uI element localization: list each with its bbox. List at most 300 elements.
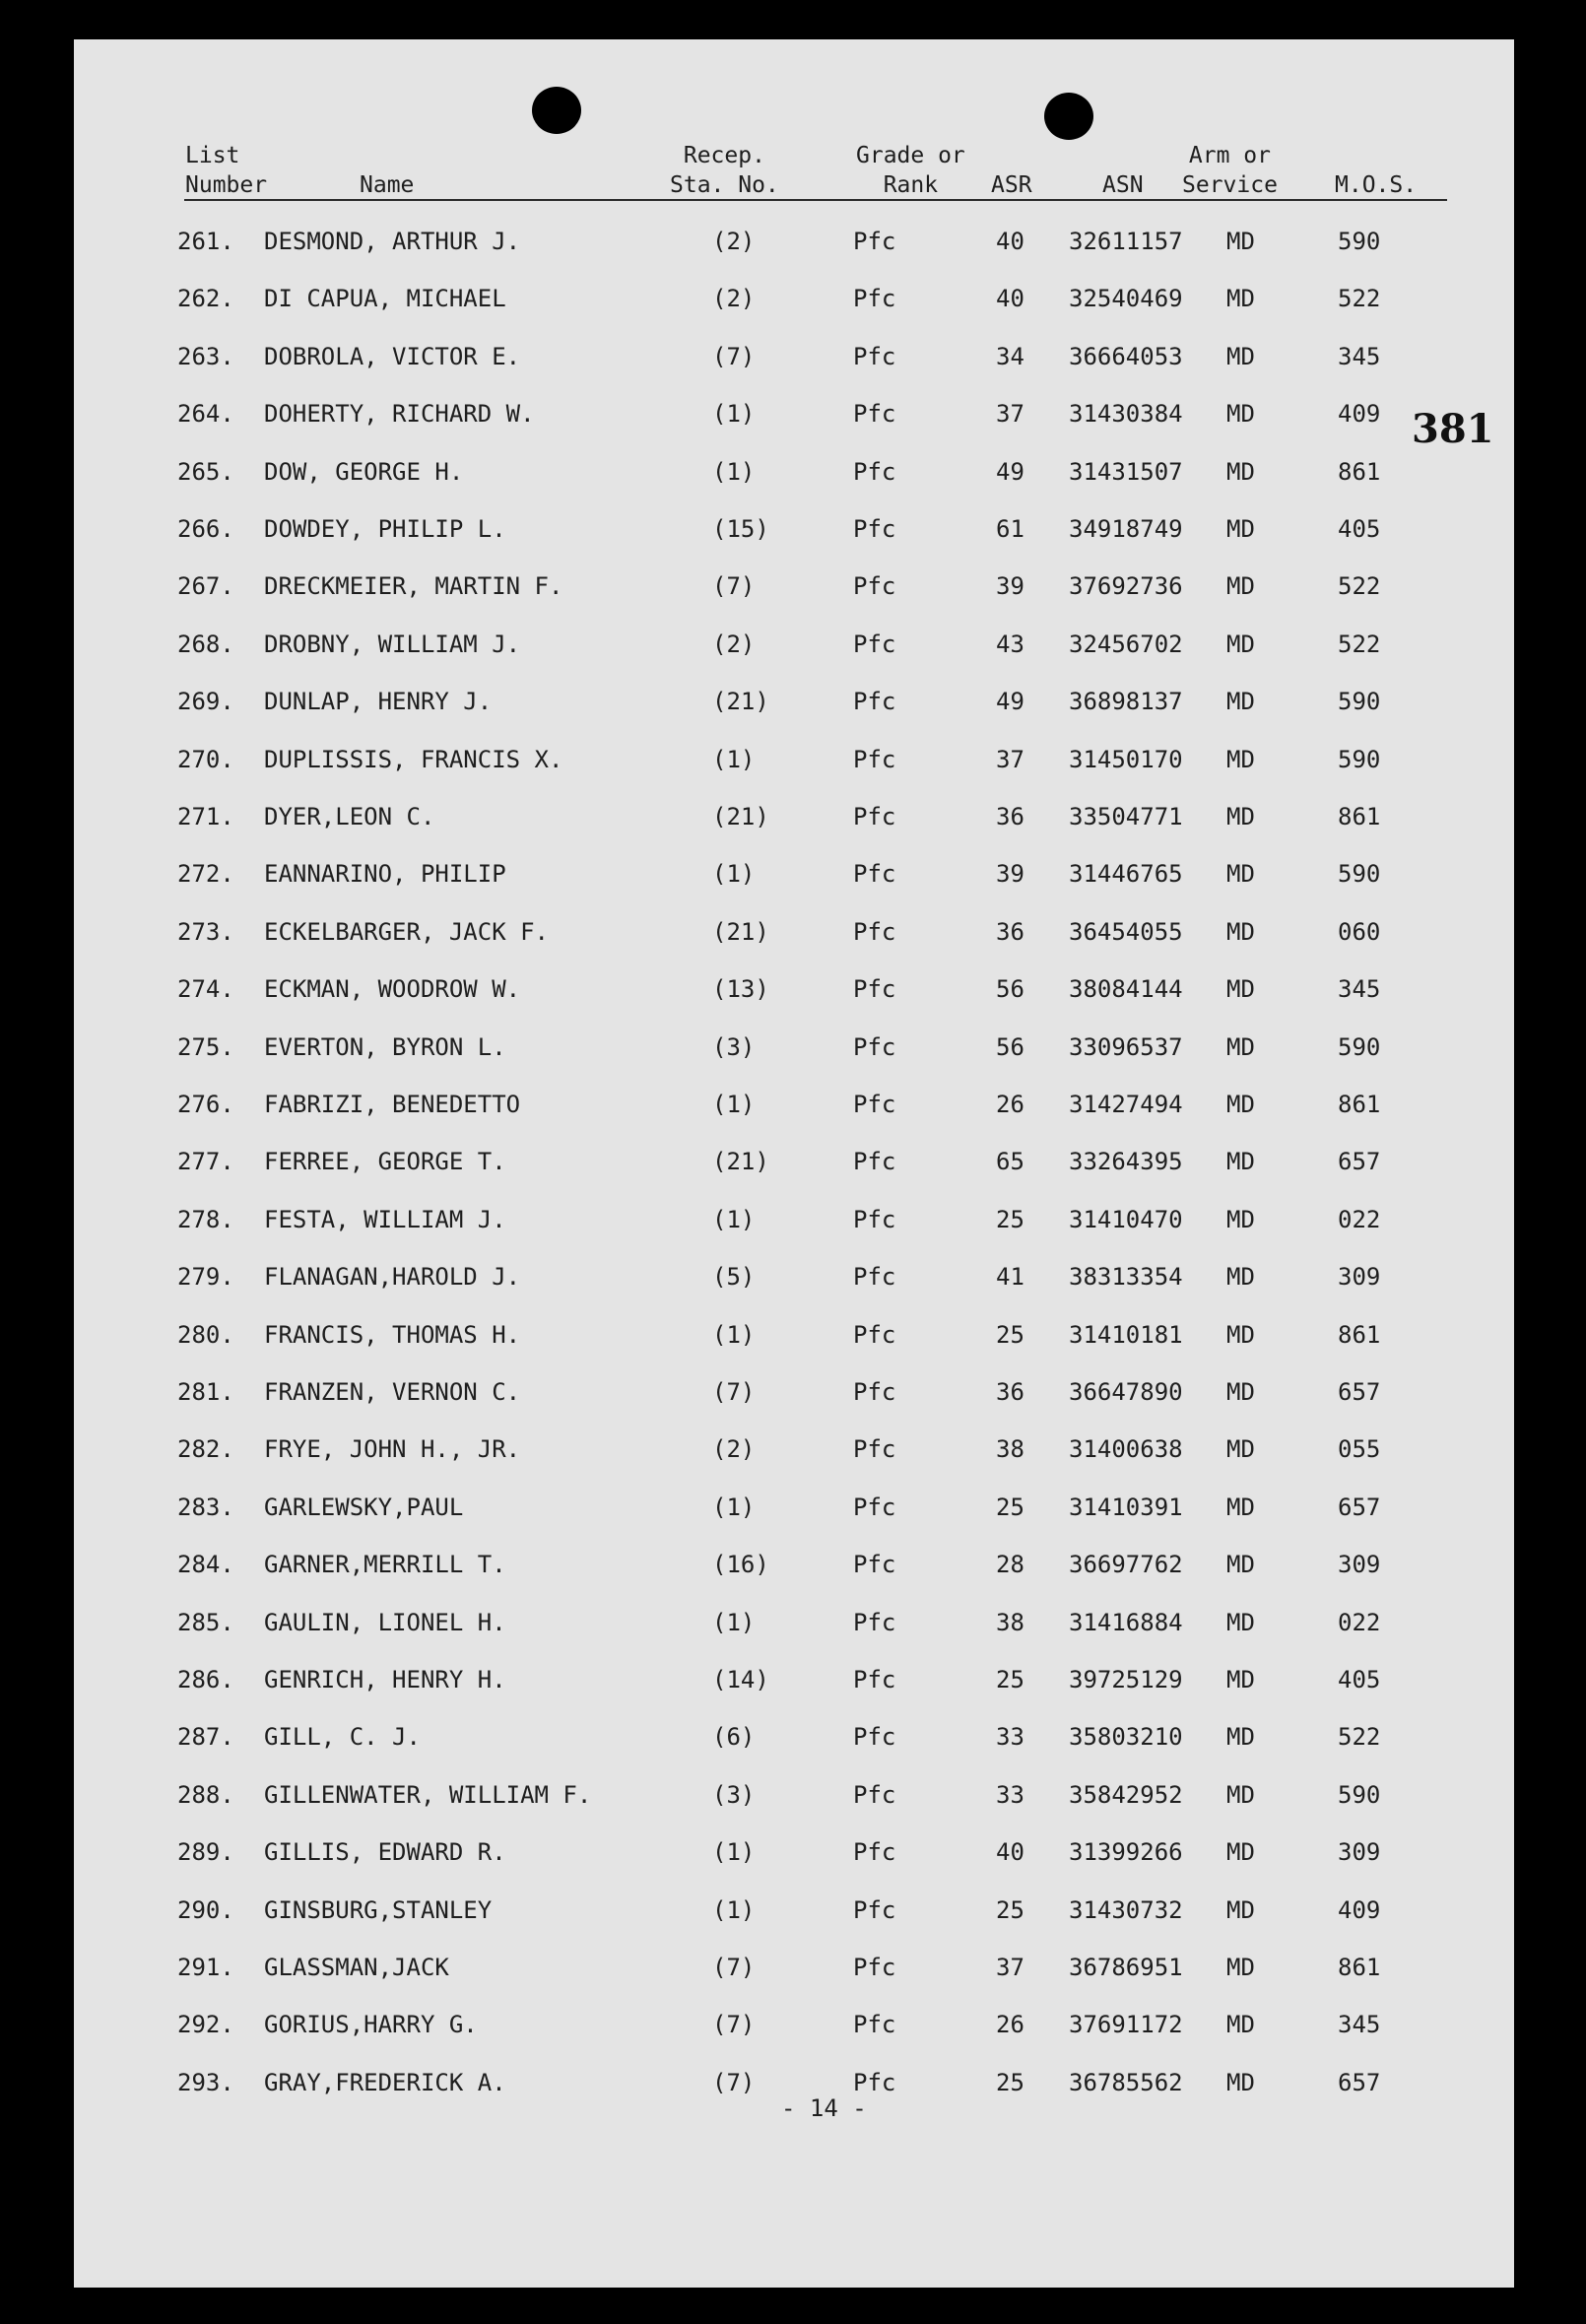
mos-code: 861 xyxy=(1338,458,1381,486)
soldier-name: GLASSMAN,JACK xyxy=(264,1954,449,1981)
grade-rank: Pfc xyxy=(853,515,896,543)
list-number: 286. xyxy=(177,1666,234,1693)
grade-rank: Pfc xyxy=(853,1609,896,1636)
grade-rank: Pfc xyxy=(853,688,896,715)
mos-code: 522 xyxy=(1338,631,1381,658)
asn-number: 31450170 xyxy=(1069,746,1183,773)
document-page xyxy=(74,39,1514,2288)
header-mos: M.O.S. xyxy=(1335,172,1418,198)
table-row xyxy=(74,803,1514,842)
asr-score: 26 xyxy=(996,2011,1024,2038)
arm-service: MD xyxy=(1226,1435,1255,1463)
asr-score: 37 xyxy=(996,400,1024,428)
soldier-name: ECKELBARGER, JACK F. xyxy=(264,918,549,946)
list-number: 262. xyxy=(177,285,234,312)
arm-service: MD xyxy=(1226,918,1255,946)
asn-number: 39725129 xyxy=(1069,1666,1183,1693)
table-row xyxy=(74,975,1514,1015)
recep-sta-no: (6) xyxy=(712,1723,756,1751)
soldier-name: FRYE, JOHN H., JR. xyxy=(264,1435,521,1463)
recep-sta-no: (1) xyxy=(712,400,756,428)
table-row xyxy=(74,1206,1514,1245)
soldier-name: GILL, C. J. xyxy=(264,1723,421,1751)
asn-number: 31430732 xyxy=(1069,1896,1183,1924)
soldier-name: FERREE, GEORGE T. xyxy=(264,1148,506,1175)
table-row xyxy=(74,1091,1514,1130)
mos-code: 022 xyxy=(1338,1206,1381,1233)
soldier-name: GRAY,FREDERICK A. xyxy=(264,2069,506,2096)
grade-rank: Pfc xyxy=(853,1321,896,1349)
header-recep-sta-no: Recep. Sta. No. xyxy=(670,143,779,198)
recep-sta-no: (7) xyxy=(712,1378,756,1406)
arm-service: MD xyxy=(1226,975,1255,1003)
recep-sta-no: (1) xyxy=(712,860,756,888)
asn-number: 36664053 xyxy=(1069,343,1183,370)
recep-sta-no: (13) xyxy=(712,975,769,1003)
mos-code: 657 xyxy=(1338,1148,1381,1175)
arm-service: MD xyxy=(1226,1838,1255,1866)
grade-rank: Pfc xyxy=(853,1378,896,1406)
mos-code: 861 xyxy=(1338,1321,1381,1349)
soldier-name: FRANZEN, VERNON C. xyxy=(264,1378,521,1406)
list-number: 269. xyxy=(177,688,234,715)
asr-score: 25 xyxy=(996,1494,1024,1521)
asn-number: 31446765 xyxy=(1069,860,1183,888)
asn-number: 36786951 xyxy=(1069,1954,1183,1981)
asn-number: 36697762 xyxy=(1069,1551,1183,1578)
recep-sta-no: (1) xyxy=(712,1838,756,1866)
mos-code: 060 xyxy=(1338,918,1381,946)
list-number: 285. xyxy=(177,1609,234,1636)
recep-sta-no: (14) xyxy=(712,1666,769,1693)
arm-service: MD xyxy=(1226,228,1255,255)
soldier-name: GAULIN, LIONEL H. xyxy=(264,1609,506,1636)
asr-score: 56 xyxy=(996,975,1024,1003)
list-number: 264. xyxy=(177,400,234,428)
recep-sta-no: (2) xyxy=(712,285,756,312)
mos-code: 861 xyxy=(1338,803,1381,830)
list-number: 271. xyxy=(177,803,234,830)
recep-sta-no: (7) xyxy=(712,1954,756,1981)
table-row xyxy=(74,631,1514,670)
arm-service: MD xyxy=(1226,1378,1255,1406)
soldier-name: GENRICH, HENRY H. xyxy=(264,1666,506,1693)
list-number: 265. xyxy=(177,458,234,486)
grade-rank: Pfc xyxy=(853,1435,896,1463)
grade-rank: Pfc xyxy=(853,746,896,773)
list-number: 274. xyxy=(177,975,234,1003)
table-row xyxy=(74,1033,1514,1073)
mos-code: 309 xyxy=(1338,1263,1381,1291)
list-number: 261. xyxy=(177,228,234,255)
arm-service: MD xyxy=(1226,746,1255,773)
soldier-name: DUPLISSIS, FRANCIS X. xyxy=(264,746,563,773)
recep-sta-no: (1) xyxy=(712,1321,756,1349)
table-row xyxy=(74,1954,1514,1993)
table-row xyxy=(74,1551,1514,1590)
asn-number: 38313354 xyxy=(1069,1263,1183,1291)
soldier-name: DROBNY, WILLIAM J. xyxy=(264,631,521,658)
asn-number: 36647890 xyxy=(1069,1378,1183,1406)
asn-number: 35803210 xyxy=(1069,1723,1183,1751)
mos-code: 409 xyxy=(1338,400,1381,428)
grade-rank: Pfc xyxy=(853,860,896,888)
grade-rank: Pfc xyxy=(853,343,896,370)
list-number: 263. xyxy=(177,343,234,370)
recep-sta-no: (21) xyxy=(712,688,769,715)
recep-sta-no: (7) xyxy=(712,572,756,600)
header-grade-rank: Grade or Rank xyxy=(856,143,965,198)
grade-rank: Pfc xyxy=(853,285,896,312)
table-row xyxy=(74,228,1514,267)
arm-service: MD xyxy=(1226,1723,1255,1751)
asr-score: 25 xyxy=(996,1206,1024,1233)
asr-score: 36 xyxy=(996,918,1024,946)
header-asr: ASR xyxy=(991,172,1032,198)
mos-code: 590 xyxy=(1338,228,1381,255)
grade-rank: Pfc xyxy=(853,1551,896,1578)
table-row xyxy=(74,1896,1514,1936)
table-row xyxy=(74,860,1514,899)
grade-rank: Pfc xyxy=(853,572,896,600)
grade-rank: Pfc xyxy=(853,1263,896,1291)
asr-score: 34 xyxy=(996,343,1024,370)
mos-code: 345 xyxy=(1338,343,1381,370)
list-number: 275. xyxy=(177,1033,234,1061)
recep-sta-no: (1) xyxy=(712,746,756,773)
asr-score: 39 xyxy=(996,860,1024,888)
soldier-name: DOHERTY, RICHARD W. xyxy=(264,400,535,428)
asr-score: 37 xyxy=(996,1954,1024,1981)
list-number: 273. xyxy=(177,918,234,946)
arm-service: MD xyxy=(1226,1781,1255,1809)
asr-score: 40 xyxy=(996,285,1024,312)
table-row xyxy=(74,1148,1514,1187)
list-number: 277. xyxy=(177,1148,234,1175)
asr-score: 36 xyxy=(996,1378,1024,1406)
arm-service: MD xyxy=(1226,400,1255,428)
list-number: 283. xyxy=(177,1494,234,1521)
asr-score: 33 xyxy=(996,1781,1024,1809)
asr-score: 25 xyxy=(996,2069,1024,2096)
arm-service: MD xyxy=(1226,1609,1255,1636)
asn-number: 36454055 xyxy=(1069,918,1183,946)
arm-service: MD xyxy=(1226,1321,1255,1349)
soldier-name: DUNLAP, HENRY J. xyxy=(264,688,493,715)
table-row xyxy=(74,746,1514,785)
soldier-name: FABRIZI, BENEDETTO xyxy=(264,1091,521,1118)
arm-service: MD xyxy=(1226,1033,1255,1061)
soldier-name: DRECKMEIER, MARTIN F. xyxy=(264,572,563,600)
soldier-name: GORIUS,HARRY G. xyxy=(264,2011,478,2038)
recep-sta-no: (15) xyxy=(712,515,769,543)
asn-number: 36898137 xyxy=(1069,688,1183,715)
grade-rank: Pfc xyxy=(853,400,896,428)
list-number: 270. xyxy=(177,746,234,773)
asn-number: 33096537 xyxy=(1069,1033,1183,1061)
table-row xyxy=(74,1263,1514,1302)
header-asn: ASN xyxy=(1102,172,1144,198)
recep-sta-no: (21) xyxy=(712,1148,769,1175)
soldier-name: GILLENWATER, WILLIAM F. xyxy=(264,1781,592,1809)
soldier-name: FESTA, WILLIAM J. xyxy=(264,1206,506,1233)
table-row xyxy=(74,1781,1514,1821)
grade-rank: Pfc xyxy=(853,1896,896,1924)
mos-code: 409 xyxy=(1338,1896,1381,1924)
arm-service: MD xyxy=(1226,2069,1255,2096)
table-row xyxy=(74,285,1514,324)
mos-code: 861 xyxy=(1338,1954,1381,1981)
soldier-name: EVERTON, BYRON L. xyxy=(264,1033,506,1061)
list-number: 267. xyxy=(177,572,234,600)
asn-number: 33504771 xyxy=(1069,803,1183,830)
asn-number: 32456702 xyxy=(1069,631,1183,658)
recep-sta-no: (7) xyxy=(712,343,756,370)
list-number: 282. xyxy=(177,1435,234,1463)
arm-service: MD xyxy=(1226,343,1255,370)
arm-service: MD xyxy=(1226,515,1255,543)
asn-number: 33264395 xyxy=(1069,1148,1183,1175)
mos-code: 522 xyxy=(1338,572,1381,600)
mos-code: 405 xyxy=(1338,515,1381,543)
soldier-name: GARLEWSKY,PAUL xyxy=(264,1494,464,1521)
table-row xyxy=(74,458,1514,498)
asr-score: 38 xyxy=(996,1435,1024,1463)
list-number: 288. xyxy=(177,1781,234,1809)
asr-score: 49 xyxy=(996,458,1024,486)
asr-score: 65 xyxy=(996,1148,1024,1175)
table-row xyxy=(74,1435,1514,1475)
arm-service: MD xyxy=(1226,1551,1255,1578)
header-list-number: List Number xyxy=(185,143,268,198)
recep-sta-no: (5) xyxy=(712,1263,756,1291)
mos-code: 590 xyxy=(1338,860,1381,888)
asr-score: 26 xyxy=(996,1091,1024,1118)
grade-rank: Pfc xyxy=(853,228,896,255)
asn-number: 31431507 xyxy=(1069,458,1183,486)
soldier-name: FRANCIS, THOMAS H. xyxy=(264,1321,521,1349)
grade-rank: Pfc xyxy=(853,975,896,1003)
asr-score: 49 xyxy=(996,688,1024,715)
mos-code: 590 xyxy=(1338,1033,1381,1061)
page-stamp: 381 xyxy=(1412,406,1494,452)
arm-service: MD xyxy=(1226,1148,1255,1175)
soldier-name: DI CAPUA, MICHAEL xyxy=(264,285,506,312)
asn-number: 31427494 xyxy=(1069,1091,1183,1118)
asn-number: 31410181 xyxy=(1069,1321,1183,1349)
asr-score: 36 xyxy=(996,803,1024,830)
arm-service: MD xyxy=(1226,2011,1255,2038)
grade-rank: Pfc xyxy=(853,1838,896,1866)
soldier-name: GINSBURG,STANLEY xyxy=(264,1896,493,1924)
table-row xyxy=(74,343,1514,382)
soldier-name: GARNER,MERRILL T. xyxy=(264,1551,506,1578)
soldier-name: DOW, GEORGE H. xyxy=(264,458,464,486)
arm-service: MD xyxy=(1226,1206,1255,1233)
list-number: 293. xyxy=(177,2069,234,2096)
list-number: 281. xyxy=(177,1378,234,1406)
list-number: 291. xyxy=(177,1954,234,1981)
arm-service: MD xyxy=(1226,1494,1255,1521)
table-row xyxy=(74,1494,1514,1533)
table-row xyxy=(74,1378,1514,1418)
asr-score: 37 xyxy=(996,746,1024,773)
soldier-name: DOBROLA, VICTOR E. xyxy=(264,343,521,370)
mos-code: 405 xyxy=(1338,1666,1381,1693)
soldier-name: DESMOND, ARTHUR J. xyxy=(264,228,521,255)
list-number: 266. xyxy=(177,515,234,543)
soldier-name: GILLIS, EDWARD R. xyxy=(264,1838,506,1866)
arm-service: MD xyxy=(1226,572,1255,600)
grade-rank: Pfc xyxy=(853,631,896,658)
mos-code: 309 xyxy=(1338,1838,1381,1866)
list-number: 279. xyxy=(177,1263,234,1291)
asr-score: 56 xyxy=(996,1033,1024,1061)
recep-sta-no: (7) xyxy=(712,2011,756,2038)
arm-service: MD xyxy=(1226,1666,1255,1693)
arm-service: MD xyxy=(1226,458,1255,486)
grade-rank: Pfc xyxy=(853,1091,896,1118)
punch-hole xyxy=(1044,93,1093,140)
grade-rank: Pfc xyxy=(853,2069,896,2096)
arm-service: MD xyxy=(1226,860,1255,888)
header-rule xyxy=(184,199,1447,201)
recep-sta-no: (2) xyxy=(712,228,756,255)
soldier-name: DOWDEY, PHILIP L. xyxy=(264,515,506,543)
asr-score: 41 xyxy=(996,1263,1024,1291)
asr-score: 43 xyxy=(996,631,1024,658)
list-number: 292. xyxy=(177,2011,234,2038)
table-row xyxy=(74,572,1514,612)
recep-sta-no: (3) xyxy=(712,1781,756,1809)
arm-service: MD xyxy=(1226,285,1255,312)
grade-rank: Pfc xyxy=(853,1206,896,1233)
mos-code: 055 xyxy=(1338,1435,1381,1463)
asn-number: 37692736 xyxy=(1069,572,1183,600)
asn-number: 35842952 xyxy=(1069,1781,1183,1809)
table-row xyxy=(74,688,1514,727)
arm-service: MD xyxy=(1226,1091,1255,1118)
recep-sta-no: (1) xyxy=(712,1896,756,1924)
grade-rank: Pfc xyxy=(853,2011,896,2038)
punch-hole xyxy=(532,87,581,134)
recep-sta-no: (21) xyxy=(712,918,769,946)
asr-score: 33 xyxy=(996,1723,1024,1751)
asn-number: 37691172 xyxy=(1069,2011,1183,2038)
mos-code: 345 xyxy=(1338,2011,1381,2038)
asn-number: 38084144 xyxy=(1069,975,1183,1003)
arm-service: MD xyxy=(1226,688,1255,715)
arm-service: MD xyxy=(1226,803,1255,830)
mos-code: 522 xyxy=(1338,1723,1381,1751)
soldier-name: ECKMAN, WOODROW W. xyxy=(264,975,521,1003)
recep-sta-no: (1) xyxy=(712,458,756,486)
table-row xyxy=(74,2011,1514,2050)
grade-rank: Pfc xyxy=(853,1666,896,1693)
page-number: - 14 - xyxy=(781,2094,867,2122)
arm-service: MD xyxy=(1226,1263,1255,1291)
grade-rank: Pfc xyxy=(853,803,896,830)
mos-code: 590 xyxy=(1338,688,1381,715)
asn-number: 32540469 xyxy=(1069,285,1183,312)
list-number: 272. xyxy=(177,860,234,888)
recep-sta-no: (2) xyxy=(712,1435,756,1463)
grade-rank: Pfc xyxy=(853,1954,896,1981)
asn-number: 31400638 xyxy=(1069,1435,1183,1463)
asn-number: 31410391 xyxy=(1069,1494,1183,1521)
list-number: 287. xyxy=(177,1723,234,1751)
asr-score: 25 xyxy=(996,1321,1024,1349)
asr-score: 38 xyxy=(996,1609,1024,1636)
table-row xyxy=(74,918,1514,958)
recep-sta-no: (16) xyxy=(712,1551,769,1578)
table-row xyxy=(74,1838,1514,1878)
list-number: 289. xyxy=(177,1838,234,1866)
arm-service: MD xyxy=(1226,631,1255,658)
asr-score: 61 xyxy=(996,515,1024,543)
list-number: 276. xyxy=(177,1091,234,1118)
mos-code: 309 xyxy=(1338,1551,1381,1578)
arm-service: MD xyxy=(1226,1896,1255,1924)
grade-rank: Pfc xyxy=(853,1494,896,1521)
recep-sta-no: (1) xyxy=(712,1091,756,1118)
grade-rank: Pfc xyxy=(853,918,896,946)
soldier-name: FLANAGAN,HAROLD J. xyxy=(264,1263,521,1291)
grade-rank: Pfc xyxy=(853,458,896,486)
list-number: 280. xyxy=(177,1321,234,1349)
asn-number: 31430384 xyxy=(1069,400,1183,428)
grade-rank: Pfc xyxy=(853,1781,896,1809)
asn-number: 31410470 xyxy=(1069,1206,1183,1233)
grade-rank: Pfc xyxy=(853,1148,896,1175)
soldier-name: DYER,LEON C. xyxy=(264,803,435,830)
mos-code: 657 xyxy=(1338,2069,1381,2096)
grade-rank: Pfc xyxy=(853,1723,896,1751)
list-number: 290. xyxy=(177,1896,234,1924)
table-row xyxy=(74,1723,1514,1762)
arm-service: MD xyxy=(1226,1954,1255,1981)
asr-score: 39 xyxy=(996,572,1024,600)
asn-number: 31399266 xyxy=(1069,1838,1183,1866)
header-arm-service: Arm or Service xyxy=(1182,143,1278,198)
mos-code: 657 xyxy=(1338,1378,1381,1406)
recep-sta-no: (7) xyxy=(712,2069,756,2096)
soldier-name: EANNARINO, PHILIP xyxy=(264,860,506,888)
recep-sta-no: (2) xyxy=(712,631,756,658)
mos-code: 861 xyxy=(1338,1091,1381,1118)
mos-code: 522 xyxy=(1338,285,1381,312)
mos-code: 345 xyxy=(1338,975,1381,1003)
recep-sta-no: (1) xyxy=(712,1206,756,1233)
recep-sta-no: (1) xyxy=(712,1494,756,1521)
asn-number: 32611157 xyxy=(1069,228,1183,255)
table-row xyxy=(74,1666,1514,1705)
asn-number: 31416884 xyxy=(1069,1609,1183,1636)
mos-code: 657 xyxy=(1338,1494,1381,1521)
table-row xyxy=(74,1609,1514,1648)
recep-sta-no: (3) xyxy=(712,1033,756,1061)
recep-sta-no: (1) xyxy=(712,1609,756,1636)
list-number: 284. xyxy=(177,1551,234,1578)
table-row xyxy=(74,400,1514,439)
list-number: 278. xyxy=(177,1206,234,1233)
asr-score: 28 xyxy=(996,1551,1024,1578)
header-name: Name xyxy=(360,172,415,198)
asr-score: 40 xyxy=(996,1838,1024,1866)
recep-sta-no: (21) xyxy=(712,803,769,830)
mos-code: 022 xyxy=(1338,1609,1381,1636)
asr-score: 25 xyxy=(996,1666,1024,1693)
